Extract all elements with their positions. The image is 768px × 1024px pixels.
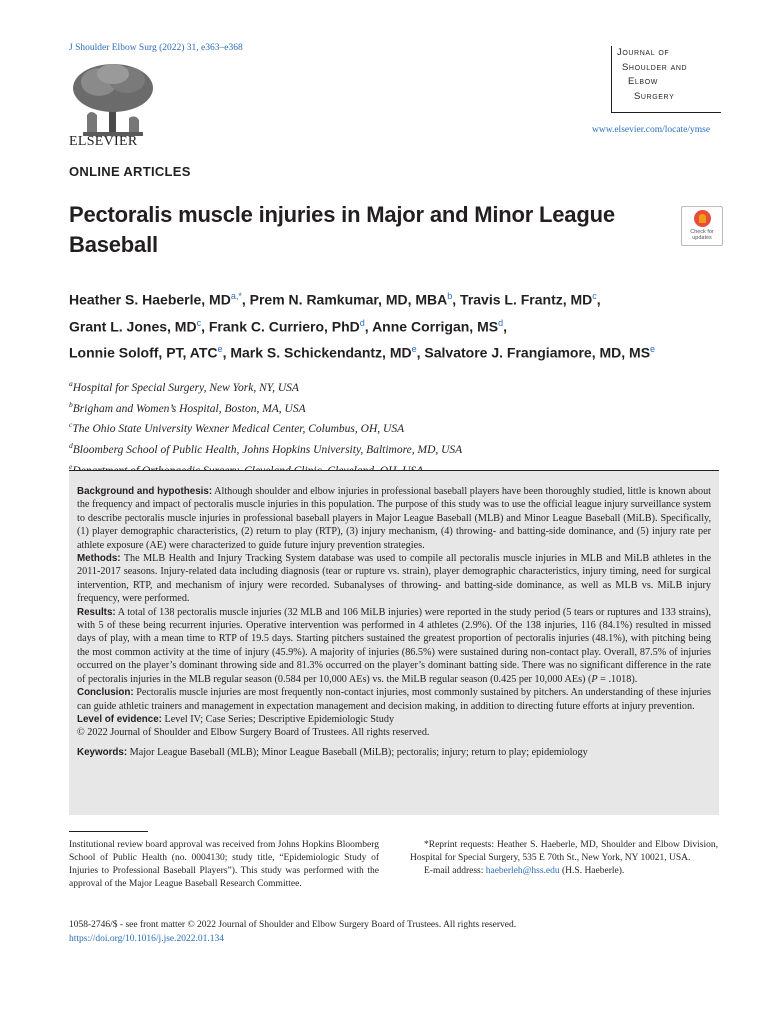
author-name: Anne Corrigan, MS: [372, 318, 499, 335]
journal-name-line: Surgery: [634, 90, 675, 102]
keywords-label: Keywords:: [77, 746, 128, 758]
journal-citation[interactable]: J Shoulder Elbow Surg (2022) 31, e363–e368: [69, 43, 243, 53]
author-name: Salvatore J. Frangiamore, MD, MS: [424, 344, 651, 361]
affiliation-text: Bloomberg School of Public Health, Johns Hopkins University, Baltimore, MD, USA: [72, 443, 463, 456]
affiliation-item: [69, 397, 462, 418]
level-text: Level IV; Case Series; Descriptive Epidemiologic Study: [164, 713, 395, 725]
author-name: Prem N. Ramkumar, MD, MBA: [249, 291, 448, 308]
email-line: [410, 865, 718, 878]
abstract-conclusion: [77, 686, 711, 713]
author-separator: ,: [596, 291, 601, 308]
author-affiliation-link[interactable]: c: [592, 291, 597, 301]
author-affiliation-link[interactable]: a,*: [230, 291, 242, 301]
abstract-box: [69, 470, 719, 815]
author-name: Heather S. Haeberle, MD: [69, 291, 231, 308]
author-list: [69, 285, 729, 365]
affiliation-text: Brigham and Women’s Hospital, Boston, MA, USA: [72, 402, 306, 415]
journal-name-line: Shoulder and: [622, 61, 688, 73]
author-separator: ,: [452, 291, 461, 308]
journal-logo-horizontal-rule: [611, 112, 721, 113]
journal-logo: [611, 46, 721, 118]
methods-text: The MLB Health and Injury Tracking System database was used to compile all pectoralis muscle injuries in MLB and MiLB athletes in the 2011-2017 seasons. Injury-related data including diagnosis (tear or rupture vs. strain), player demographic characteristics, injury timing, need for surgical intervention, RTP, and mechanism of injury were recorded. Subanalyses of throwing- and batting-side dominance, as well as MLB vs. MiLB injury frequency, were performed.: [77, 553, 711, 605]
email-link[interactable]: haeberleh@hss.edu: [485, 866, 560, 876]
issn-line: 1058-2746/$ - see front matter © 2022 Journal of Shoulder and Elbow Surgery Board of Trustees. All rights reserved.: [69, 920, 517, 930]
affiliation-text: Hospital for Special Surgery, New York, NY, USA: [72, 381, 299, 394]
abstract-methods: [77, 552, 711, 606]
author-affiliation-link[interactable]: b: [447, 291, 453, 301]
author-affiliation-link[interactable]: d: [498, 317, 504, 328]
author-separator: ,: [201, 318, 209, 335]
author-separator: ,: [241, 291, 250, 308]
author-separator: ,: [364, 318, 373, 335]
p-value-symbol: P: [591, 673, 598, 685]
reprint-footnote: [410, 839, 718, 878]
level-label: Level of evidence:: [77, 713, 162, 725]
affiliation-marker: d: [69, 440, 73, 450]
affiliation-list: [69, 376, 462, 479]
doi-link[interactable]: https://doi.org/10.1016/j.jse.2022.01.134: [69, 934, 224, 944]
irb-text: Institutional review board approval was received from Johns Hopkins Bloomberg School of Public Health (no. 0004130; study title, “Epidemiologic Study of Injuries to Professional Baseball Players”). This study was performed with the approval of the Major League Baseball Research Committee.: [69, 840, 379, 889]
affiliation-item: [69, 376, 462, 397]
results-text-end: = .1018).: [597, 673, 638, 685]
abstract-background: [77, 485, 711, 552]
author-name: Frank C. Curriero, PhD: [208, 318, 360, 335]
author-separator: ,: [222, 344, 231, 361]
affiliation-marker: b: [69, 399, 73, 409]
affiliation-marker: c: [69, 420, 73, 430]
author-affiliation-link[interactable]: d: [359, 317, 365, 328]
author-name: Lonnie Soloff, PT, ATC: [69, 344, 218, 361]
conclusion-text: Pectoralis muscle injuries are most frequently non-contact injuries, most commonly sustained by pitchers. An understanding of these injuries can guide athletic trainers and management in expectation management and decision making, in addition to directing future efforts at injury prevention.: [77, 687, 711, 712]
irb-footnote: [69, 839, 379, 891]
affiliation-item: [69, 438, 462, 459]
abstract-copyright: © 2022 Journal of Shoulder and Elbow Surgery Board of Trustees. All rights reserved.: [77, 727, 430, 739]
keywords-text: Major League Baseball (MLB); Minor League Baseball (MiLB); pectoralis; injury; return to play; epidemiology: [129, 746, 588, 758]
affiliation-text: The Ohio State University Wexner Medical Center, Columbus, OH, USA: [72, 423, 405, 436]
results-label: Results:: [77, 606, 116, 618]
abstract-results: [77, 606, 711, 686]
author-name: Mark S. Schickendantz, MD: [230, 344, 412, 361]
methods-label: Methods:: [77, 553, 121, 565]
email-label: E-mail address:: [424, 866, 484, 876]
author-affiliation-link[interactable]: e: [411, 344, 417, 355]
abstract-content: [77, 485, 711, 759]
results-text: A total of 138 pectoralis muscle injuries (32 MLB and 106 MiLB injuries) were reported in the study period (5 tears or ruptures and 133 strains), with 5 of these being recurrent injuries. Operative intervention was performed in 4 athletes (2.9%). Of the 138 injuries, 116 (84.1%) resulted in missed days of play, with a mean time to RTP of 19.5 days. Starting pitchers sustained the greatest proportion of pectoralis injuries (48.1%), with pitching being the most common activity at the time of injury (45.9%). A majority of injuries (86.5%) were sustained during non-contact play. Overall, 87.5% of injuries occurred on the player’s dominant throwing side and 81.3% occurred on the player’s dominant batting side. There was no significant difference in the rate of pectoralis injuries in the MLB regular season (0.584 per 10,000 AEs) vs. the MiLB regular season (0.425 per 10,000 AEs) (: [77, 606, 711, 685]
background-text: Although shoulder and elbow injuries in professional baseball players have been thoroughly studied, little is known about the frequency and impact of pectoralis muscle injuries in this population. The purpose of this study was to use the official league injury surveillance system to describe pectoralis muscle injuries in professional baseball players in Major League Baseball (MLB) and Minor League Baseball (MiLB). Specifically, (1) player demographic characteristics, (2) return to play (RTP), (3) injury mechanism, (4) throwing- and batting-side dominance, and (5) injury rate per athlete exposure (AE) were characterized to guide future injury prevention strategies.: [77, 486, 712, 551]
journal-name-line: Journal of: [617, 47, 670, 58]
check-updates-icon: [694, 210, 711, 227]
check-for-updates-badge[interactable]: [681, 206, 723, 246]
author-affiliation-link[interactable]: e: [650, 344, 656, 355]
email-suffix: (H.S. Haeberle).: [562, 866, 625, 876]
section-label: ONLINE ARTICLES: [69, 164, 191, 179]
journal-name-line: Elbow: [628, 76, 658, 87]
reprint-text: *Reprint requests: Heather S. Haeberle, MD, Shoulder and Elbow Division, Hospital for Special Surgery, 535 E 70th St., New York, NY 10021, USA.: [410, 840, 718, 863]
author-separator: ,: [416, 344, 425, 361]
footnote-divider: [69, 831, 148, 832]
check-updates-label: Check for updates: [690, 229, 714, 241]
author-affiliation-link[interactable]: c: [196, 317, 202, 328]
abstract-keywords: [77, 746, 711, 759]
affiliation-marker: a: [69, 379, 73, 388]
affiliation-marker: e: [69, 461, 73, 471]
author-affiliation-link[interactable]: e: [217, 344, 223, 355]
author-name: Travis L. Frantz, MD: [460, 291, 593, 308]
affiliation-item: [69, 417, 462, 438]
conclusion-label: Conclusion:: [77, 687, 134, 699]
author-separator: ,: [503, 318, 507, 335]
author-name: Grant L. Jones, MD: [69, 318, 197, 335]
journal-url-link[interactable]: www.elsevier.com/locate/ymse: [592, 125, 711, 135]
publisher-name: ELSEVIER: [69, 134, 138, 149]
article-title: Pectoralis muscle injuries in Major and Minor League Baseball: [69, 202, 615, 257]
journal-name: [611, 46, 687, 104]
background-label: Background and hypothesis:: [77, 486, 213, 497]
abstract-level: [77, 713, 711, 726]
